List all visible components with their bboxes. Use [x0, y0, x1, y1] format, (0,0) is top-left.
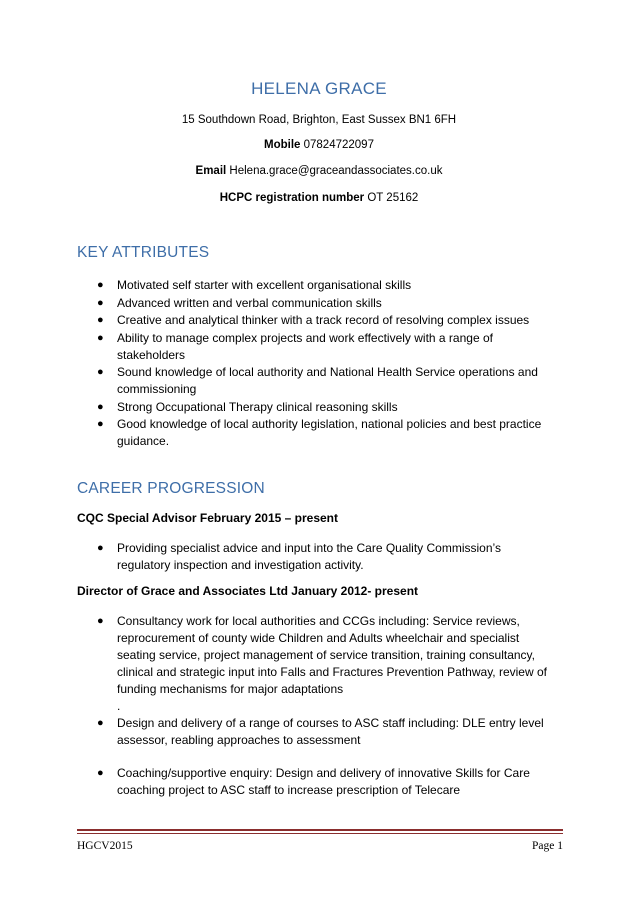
- hcpc-line: [0, 192, 638, 204]
- bullet-icon: ●: [97, 542, 104, 554]
- bullet-icon: ●: [97, 279, 104, 291]
- list-item: ● Good knowledge of local authority legislation, national policies and best practice guidance.: [97, 417, 542, 448]
- bullet-icon: ●: [97, 366, 104, 378]
- footer-page-number: Page 1: [532, 840, 563, 852]
- job-duties-list: [77, 540, 557, 574]
- job-title: CQC Special Advisor February 2015 – present: [77, 511, 338, 525]
- email-value: Helena.grace@graceandassociates.co.uk: [226, 165, 443, 177]
- list-item: ● Creative and analytical thinker with a track record of resolving complex issues: [97, 313, 530, 327]
- bullet-icon: ●: [97, 767, 104, 779]
- list-item: ● Ability to manage complex projects and work effectively with a range of stakeholders: [97, 330, 493, 362]
- bullet-icon: ●: [97, 418, 104, 430]
- stray-period: .: [117, 699, 121, 713]
- bullet-icon: ●: [97, 400, 104, 413]
- list-item: ● Advanced written and verbal communication skills: [97, 295, 382, 310]
- mobile-label: Mobile: [264, 139, 301, 151]
- bullet-icon: ●: [97, 717, 104, 729]
- bullet-icon: ●: [97, 296, 104, 309]
- list-item: ● Sound knowledge of local authority and National Health Service operations and commissioning: [97, 365, 538, 396]
- email-line: [0, 165, 638, 177]
- email-label: Email: [195, 165, 227, 177]
- footer-divider: [77, 829, 563, 831]
- footer-document-code: HGCV2015: [77, 840, 133, 852]
- job-title: Director of Grace and Associates Ltd January 2012- present: [77, 584, 419, 598]
- hcpc-label: HCPC registration number: [219, 192, 365, 204]
- list-item: ● Providing specialist advice and input into the Care Quality Commission’s regulatory inspection and investigation activity.: [97, 541, 501, 572]
- hcpc-value: OT 25162: [364, 192, 419, 204]
- bullet-icon: ●: [97, 314, 104, 326]
- job-duties-list: [77, 613, 557, 799]
- candidate-name: HELENA GRACE: [251, 79, 387, 98]
- list-item: ● Coaching/supportive enquiry: Design and delivery of innovative Skills for Care coaching project to ASC staff to increase prescription of Telecare: [97, 766, 530, 797]
- key-attributes-heading: KEY ATTRIBUTES: [77, 244, 210, 261]
- career-progression-heading: CAREER PROGRESSION: [77, 480, 265, 497]
- address-line: 15 Southdown Road, Brighton, East Sussex BN1 6FH: [181, 114, 457, 126]
- list-item: ● Motivated self starter with excellent organisational skills: [97, 278, 412, 292]
- list-item: ● Strong Occupational Therapy clinical reasoning skills: [97, 399, 398, 414]
- footer-divider-thin: [77, 833, 563, 834]
- list-item: ● Design and delivery of a range of courses to ASC staff including: DLE entry level assessor, reabling approaches to assessment: [97, 716, 544, 747]
- key-attributes-list: [77, 277, 557, 451]
- list-item: ● Consultancy work for local authorities and CCGs including: Service reviews, reprocurement of county wide Children and Adults wheelchair and specialist seating service, project management of service transition, training consultancy, clinical and strategic input into Falls and Fractures Prevention Pathway, review of funding mechanisms for major adaptations .: [97, 614, 547, 713]
- mobile-value: 07824722097: [300, 139, 374, 151]
- bullet-icon: ●: [97, 331, 104, 344]
- mobile-line: [0, 139, 638, 151]
- bullet-icon: ●: [97, 615, 104, 627]
